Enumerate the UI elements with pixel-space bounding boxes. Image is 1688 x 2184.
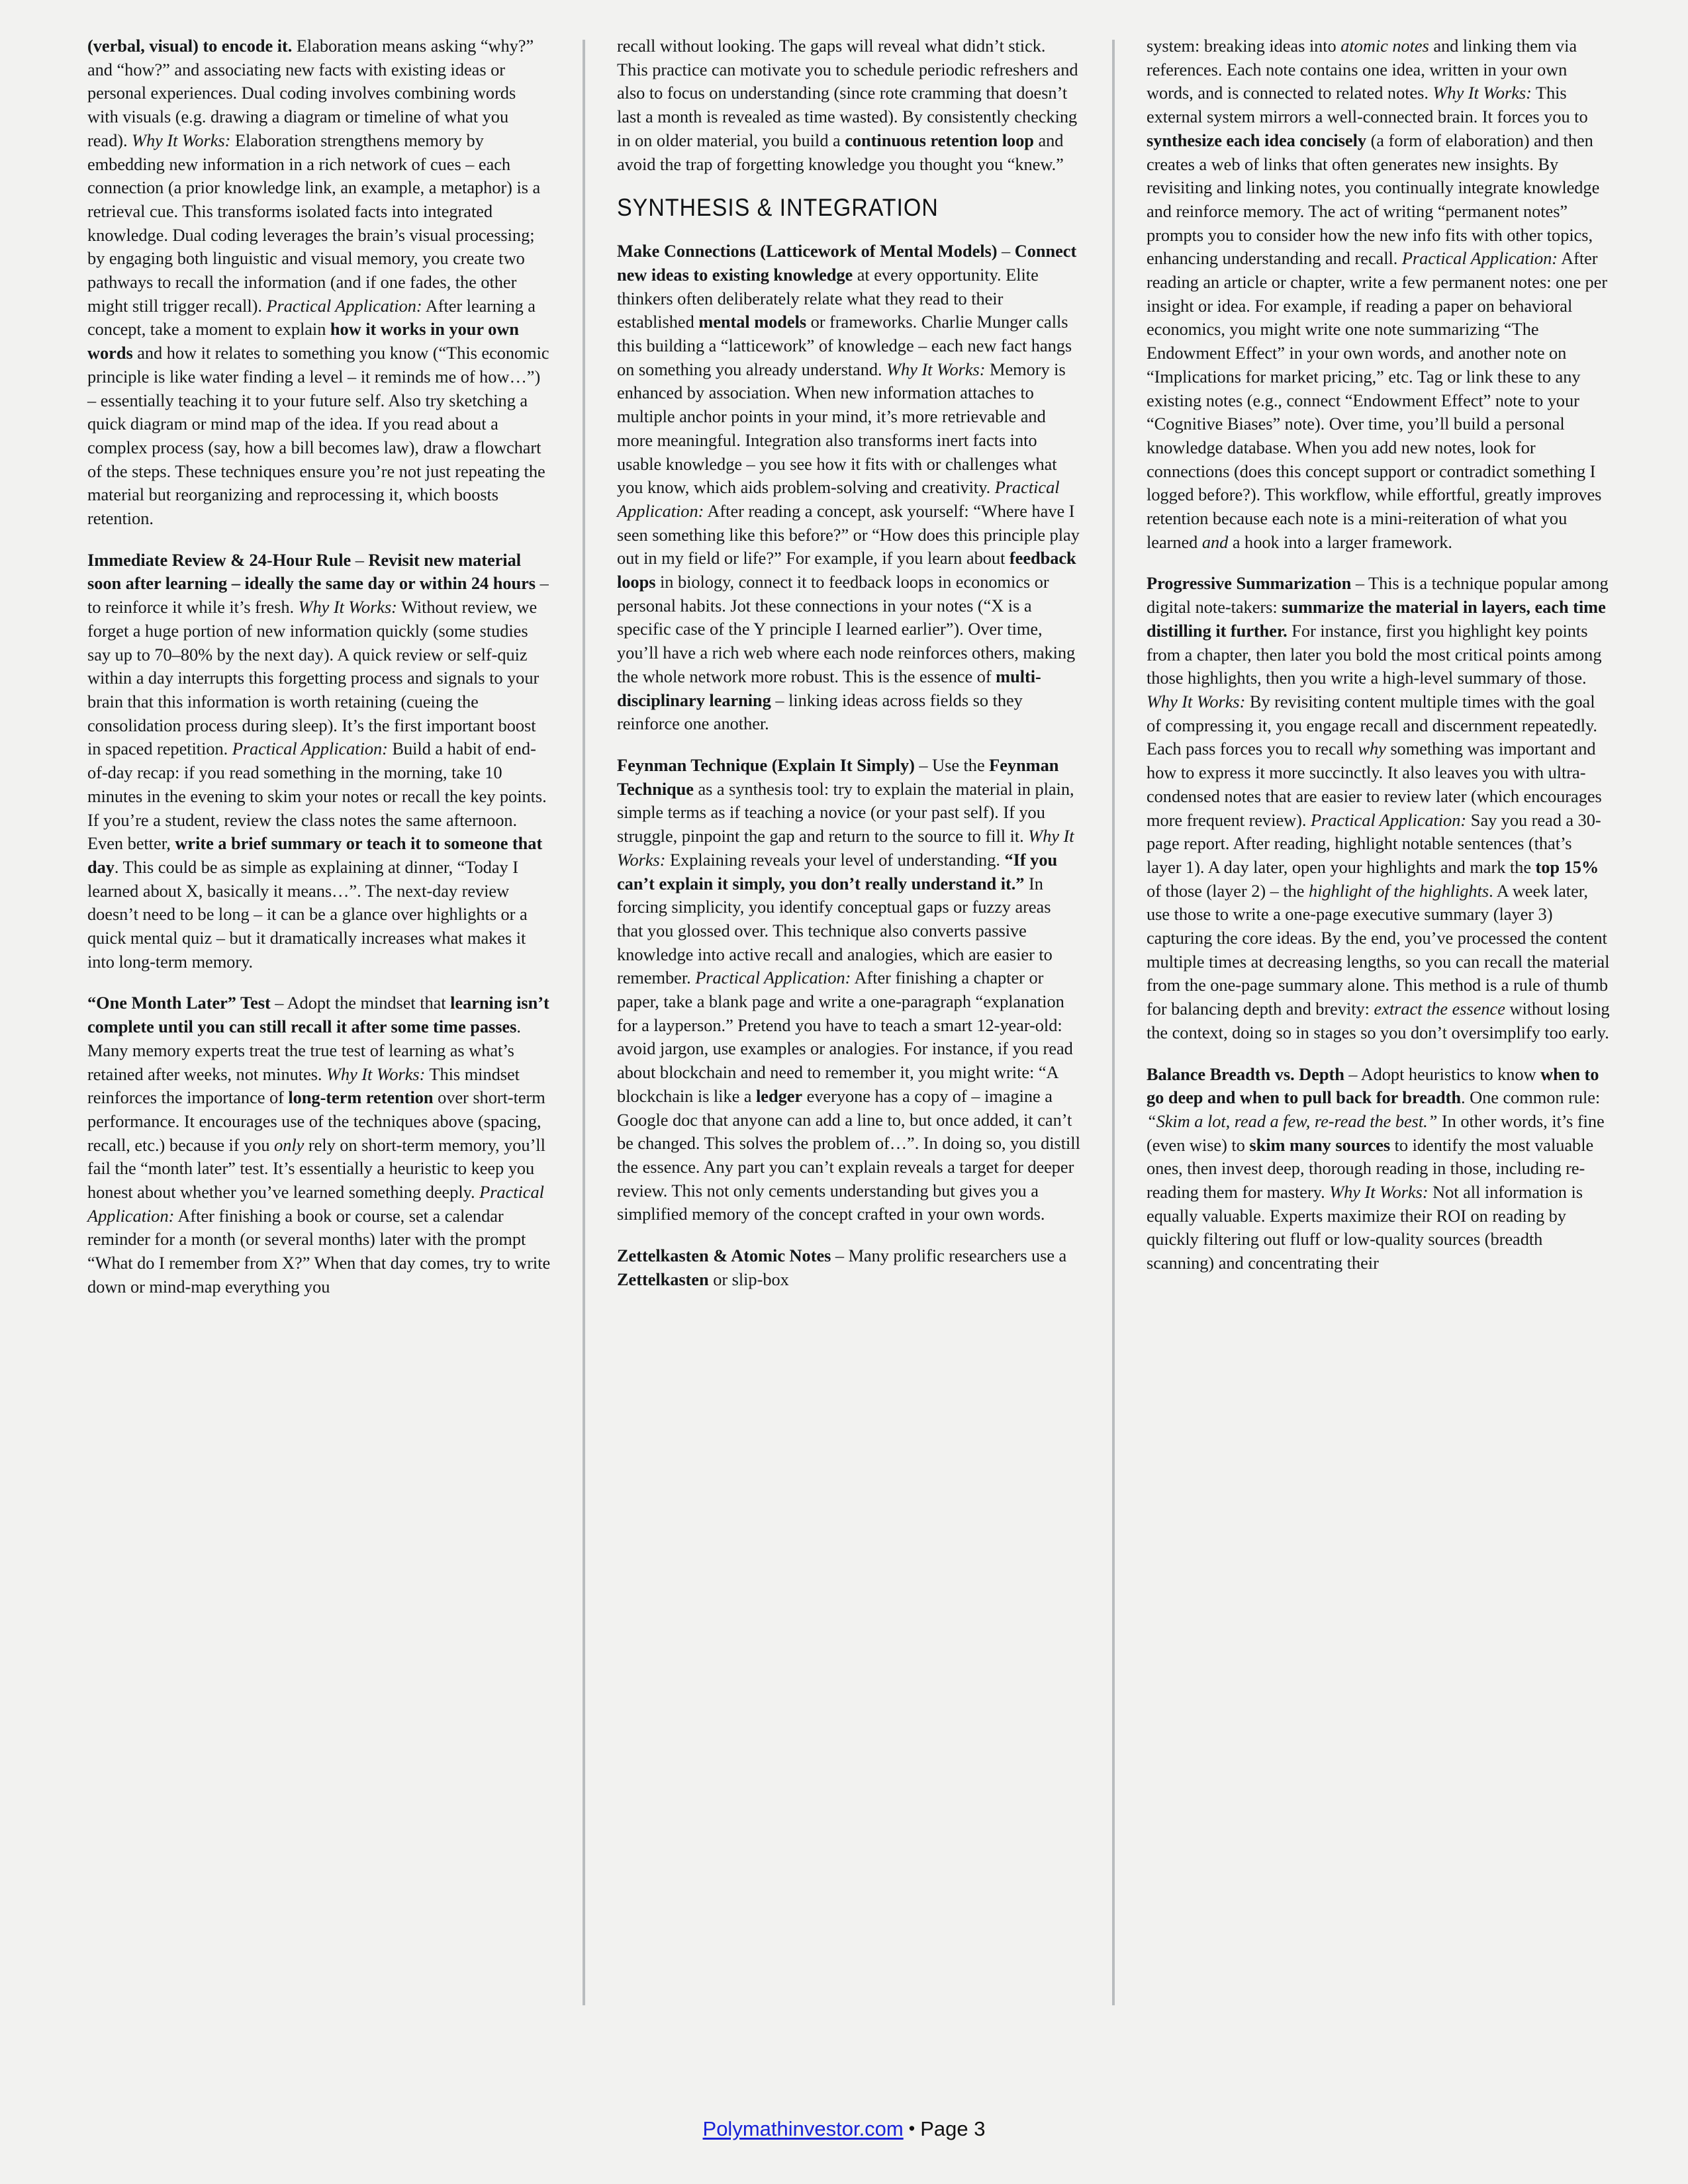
text-run-bold: “One Month Later” Test xyxy=(87,993,271,1013)
text-run-italic: Practical Application: xyxy=(232,739,388,759)
text-run-normal: – Adopt the mindset that xyxy=(270,993,451,1013)
text-run-italic: Why It Works: xyxy=(298,597,397,617)
text-run-normal: Not all information is equally valuable. Experts maximize their ROI on reading by quickly filtering out fluff or low-quality sources (breadth scanning) and concentrating their xyxy=(1147,1182,1583,1273)
footer-separator-bullet: • xyxy=(908,2118,915,2138)
text-run-normal: – Many prolific researchers use a xyxy=(831,1246,1067,1266)
text-run-bold: long-term retention xyxy=(288,1087,434,1108)
text-run-bold: Make Connections (Latticework of Mental Models) xyxy=(617,241,998,261)
text-run-normal: over short-term performance. It encourages use of the techniques above (spacing, recall, etc.) because if you xyxy=(87,1087,545,1155)
text-run-bold: top 15% xyxy=(1535,856,1599,877)
text-run-bold: when to go deep and when to pull back for breadth xyxy=(1147,1064,1599,1108)
text-run-bold: Progressive Summarization xyxy=(1147,573,1352,594)
para-make-connections xyxy=(617,240,1080,736)
text-run-bold: Feynman Technique (Explain It Simply) xyxy=(617,754,915,775)
text-run-normal: (a form of elaboration) and then creates a web of links that often generates new insights. By revisiting and linking notes, you continually integrate knowledge and reinforce memory. The act of writing “permanent notes” prompts you to consider how the new info fits with other topics, enhancing understanding and recall. xyxy=(1147,130,1600,269)
text-run-bold: continuous retention loop xyxy=(845,130,1034,150)
text-run-normal: at every opportunity. Elite thinkers often deliberately relate what they read to their established xyxy=(617,264,1039,332)
text-run-normal: Explaining reveals your level of understanding. xyxy=(665,849,1005,870)
text-run-normal: or slip-box xyxy=(708,1269,789,1289)
text-run-italic: Why It Works: xyxy=(132,130,231,150)
para-progressive-summarization xyxy=(1147,572,1610,1044)
text-run-normal: – linking ideas across fields so they reinforce one another. xyxy=(617,690,1023,734)
text-run-italic: Why It Works: xyxy=(326,1064,426,1084)
text-run-bold: Zettelkasten & Atomic Notes xyxy=(617,1246,831,1266)
text-run-italic: Why It Works: xyxy=(1147,691,1246,711)
para-recall-gaps xyxy=(617,34,1080,176)
text-run-italic: and xyxy=(1201,531,1229,552)
footer-page-number: Page 3 xyxy=(920,2117,986,2140)
text-run-normal: Build a habit of end-of-day recap: if you read something in the morning, take 10 minutes in the evening to skim your notes or recall the key points. If you’re a student, review the class notes the same afternoon. Even better, xyxy=(87,739,547,854)
footer-site-link[interactable]: Polymathinvestor.com xyxy=(702,2117,904,2140)
text-run-normal: After finishing a chapter or paper, take a blank page and write a one-paragraph “explanation for a layperson.” Pretend you have to teach a smart 12-year-old: avoid jargon, use examples or analogies. For instance, if you read about blockchain and need to remember it, you might write: “A blockchain is like a xyxy=(617,968,1073,1106)
text-run-normal: . This could be as simple as explaining at dinner, “Today I learned about X, basically it means…”. The next-day review doesn’t need to be long – it can be a glance over highlights or a quick mental quiz – but it dramatically increases what makes it into long-term memory. xyxy=(87,856,528,972)
para-zettelkasten-cont xyxy=(1147,34,1610,554)
text-run-normal: After finishing a book or course, set a calendar reminder for a month (or several months) later with the prompt “What do I remember from X?” When that day comes, try to write down or mind-map everything you xyxy=(87,1205,551,1297)
text-run-italic: atomic notes xyxy=(1340,36,1429,56)
text-column-1 xyxy=(87,34,551,2060)
text-run-normal: . Many memory experts treat the true test of learning as what’s retained after weeks, not minutes. xyxy=(87,1017,521,1084)
text-run-normal: In forcing simplicity, you identify conceptual gaps or fuzzy areas that you glossed over. This technique also converts passive knowledge into active recall and analogies, which are easier to remember. xyxy=(617,873,1053,988)
text-run-bold: Immediate Review & 24-Hour Rule xyxy=(87,549,352,570)
text-run-normal: and avoid the trap of forgetting knowledge you thought you “knew.” xyxy=(617,130,1064,174)
text-column-3 xyxy=(1147,34,1610,2060)
text-run-bold: write a brief summary or teach it to someone that day xyxy=(87,833,543,877)
text-run-bold: synthesize each idea concisely xyxy=(1147,130,1367,150)
text-run-normal: system: breaking ideas into xyxy=(1147,36,1341,56)
text-run-bold: how it works in your own words xyxy=(87,319,519,363)
para-immediate-review xyxy=(87,549,551,974)
page-footer xyxy=(0,2116,1688,2142)
text-run-normal: After reading a concept, ask yourself: “Where have I seen something like this before?” or “How does this principle play out in my field or life?” For example, if you learn about xyxy=(617,500,1080,569)
text-run-normal: in biology, connect it to feedback loops in economics or personal habits. Jot these connections in your notes (“X is a specific case of the Y principle I learned earlier”). Over time, you’ll have a rich web where each node reinforces others, making the whole network more robust. This is the essence of xyxy=(617,572,1076,686)
text-run-italic: Why It Works: xyxy=(1432,83,1532,103)
text-run-normal: as a synthesis tool: try to explain the material in plain, simple terms as if teaching a novice (or your past self). If you struggle, pinpoint the gap and return to the source to fill it. xyxy=(617,778,1074,846)
text-run-normal: and linking them via references. Each note contains one idea, written in your own words, and is connected to related notes. xyxy=(1147,36,1577,103)
text-run-bold: “If you can’t explain it simply, you don’t really understand it.” xyxy=(617,849,1058,893)
text-run-normal: a hook into a larger framework. xyxy=(1228,531,1452,552)
text-run-normal: and how it relates to something you know (“This economic principle is like water finding a level – it reminds me of how…”) – essentially teaching it to your future self. Also try sketching a quick diagram or mind map of the idea. If you read about a complex process (say, how a bill becomes law), draw a flowchart of the steps. These techniques ensure you’re not just repeating the material but reorganizing and reprocessing it, which boosts retention. xyxy=(87,343,549,529)
text-run-normal: . One common rule: xyxy=(1461,1087,1601,1108)
text-run-normal: Say you read a 30-page report. After reading, highlight notable sentences (that’s layer 1). A day later, open your highlights and mark the xyxy=(1147,809,1601,877)
text-run-italic: Why It Works: xyxy=(886,359,986,379)
text-run-normal: to identify the most valuable ones, then invest deep, thorough reading in those, including re-reading them for mastery. xyxy=(1147,1134,1594,1203)
text-run-normal: – xyxy=(351,549,369,570)
text-run-normal: or frameworks. Charlie Munger calls this building a “latticework” of knowledge – each new fact hangs on something you already understand. xyxy=(617,312,1072,379)
text-run-bold: feedback loops xyxy=(617,548,1076,592)
text-run-normal: . A week later, use those to write a one-page executive summary (layer 3) capturing the core ideas. By the end, you’ve processed the content multiple times at decreasing lengths, so you can recall the material from the one-page summary alone. This method is a rule of thumb for balancing depth and brevity: xyxy=(1147,880,1610,1019)
text-run-normal: without losing the context, doing so in stages so you don’t oversimplify too early. xyxy=(1147,999,1610,1042)
text-run-normal: Elaboration strengthens memory by embedding new information in a rich network of cues – each connection (a prior knowledge link, an example, a metaphor) is a retrieval cue. This transforms isolated facts into integrated knowledge. Dual coding leverages the brain’s visual processing; by engaging both linguistic and visual memory, you create two pathways to recall the information (and if one fades, the other might still trigger recall). xyxy=(87,130,541,316)
text-run-normal: Without review, we forget a huge portion of new information quickly (some studies say up to 70–80% by the next day). A quick review or self-quiz within a day interrupts this forgetting process and signals to your brain that this information is worth retaining (cueing the consolidation process during sleep). It’s the first important boost in spaced repetition. xyxy=(87,597,539,759)
para-one-month-later xyxy=(87,991,551,1298)
text-run-normal: recall without looking. The gaps will reveal what didn’t stick. This practice can motivate you to schedule periodic refreshers and also to focus on understanding (since rote cramming that doesn’t last a month is revealed as time wasted). By consistently checking in on older material, you build a xyxy=(617,36,1078,150)
text-run-bold: ledger xyxy=(756,1085,803,1106)
text-run-normal: – xyxy=(997,241,1015,261)
text-run-bold: multi-disciplinary learning xyxy=(617,666,1041,710)
text-run-bold: Connect new ideas to existing knowledge xyxy=(617,241,1077,285)
text-run-normal: After reading an article or chapter, write a few permanent notes: one per insight or idea. For example, if reading a paper on behavioral economics, you might write one note summarizing “The Endowment Effect” in your own words, and another note on “Implications for market pricing,” etc. Tag or link these to any existing notes (e.g., connect “Endowment Effect” note to your “Cognitive Biases” note). Over time, you’ll build a personal knowledge database. When you add new notes, look for connections (does this concept support or contradict something I logged before?). This workflow, while effortful, greatly improves retention because each note is a mini-reiteration of what you learned xyxy=(1147,248,1608,552)
text-run-normal: – to reinforce it while it’s fresh. xyxy=(87,573,549,617)
text-run-italic: extract the essence xyxy=(1374,999,1505,1019)
text-run-normal: In other words, it’s fine (even wise) to xyxy=(1147,1111,1605,1155)
para-dual-coding xyxy=(87,34,551,531)
text-run-normal: – Use the xyxy=(914,754,990,775)
text-run-normal: something was important and how to express it more succinctly. It also leaves you with ultra-condensed notes that are easier to review later (which encourages more frequent review). xyxy=(1147,739,1602,830)
text-run-normal: After learning a concept, take a moment to explain xyxy=(87,295,536,340)
text-run-normal: This external system mirrors a well-connected brain. It forces you to xyxy=(1147,83,1588,127)
text-run-italic: only xyxy=(274,1134,305,1155)
text-run-normal: of those (layer 2) – the xyxy=(1147,880,1309,901)
three-column-layout xyxy=(87,34,1610,2060)
text-run-italic: Why It Works: xyxy=(1329,1182,1429,1203)
text-run-italic: Why It Works: xyxy=(617,826,1074,870)
text-run-normal: For instance, first you highlight key points from a chapter, then later you bold the most critical points among those highlights, then you write a high-level summary of those. xyxy=(1147,620,1602,688)
text-run-bold: mental models xyxy=(698,312,807,332)
text-run-normal: This mindset reinforces the importance of xyxy=(87,1064,520,1108)
text-run-normal: rely on short-term memory, you’ll fail the “month later” test. It’s essentially a heuristic to keep you honest about whether you’ve learned something deeply. xyxy=(87,1134,545,1203)
text-run-bold: skim many sources xyxy=(1249,1134,1391,1155)
text-run-normal: everyone has a copy of – imagine a Google doc that anyone can add a line to, but once added, it can’t be changed. This solves the problem of…”. In doing so, you distill the essence. Any part you can’t explain reveals a target for deeper review. This not only cements understanding but gives you a simplified memory of the concept crafted in your own words. xyxy=(617,1085,1080,1224)
text-run-italic: Practical Application: xyxy=(266,295,422,316)
text-run-italic: Practical Application: xyxy=(1401,248,1558,269)
text-run-normal: Elaboration means asking “why?” and “how?” and associating new facts with existing ideas or personal experiences. Dual coding involves combining words with visuals (e.g. drawing a diagram or timeline of what you read). xyxy=(87,36,534,150)
text-run-bold: learning isn’t complete until you can still recall it after some time passes xyxy=(87,993,549,1037)
text-run-bold: Feynman Technique xyxy=(617,754,1059,799)
text-run-normal: Memory is enhanced by association. When new information attaches to multiple anchor points in your mind, it’s more retrievable and more meaningful. Integration also transforms inert facts into usable knowledge – you see how it fits with or challenges what you know, which aids problem-solving and creativity. xyxy=(617,359,1066,498)
text-run-italic: Practical Application: xyxy=(695,968,851,988)
text-run-bold: summarize the material in layers, each time distilling it further. xyxy=(1147,597,1606,641)
text-column-2 xyxy=(617,34,1080,2060)
para-zettelkasten-intro xyxy=(617,1244,1080,1291)
text-run-italic: highlight of the highlights xyxy=(1308,880,1489,901)
text-run-italic: why xyxy=(1358,739,1386,759)
text-run-bold: Revisit new material soon after learning – ideally the same day or within 24 hours xyxy=(87,549,536,594)
text-run-bold: Balance Breadth vs. Depth xyxy=(1147,1064,1344,1084)
text-run-italic: Practical Application: xyxy=(617,477,1060,521)
text-run-bold: (verbal, visual) to encode it. xyxy=(87,36,293,56)
column-divider-1 xyxy=(551,34,617,2060)
heading-synthesis-integration: SYNTHESIS & INTEGRATION xyxy=(617,194,939,222)
text-run-italic: Practical Application: xyxy=(87,1182,544,1226)
para-balance-breadth-depth xyxy=(1147,1063,1610,1275)
text-run-normal: – This is a technique popular among digital note-takers: xyxy=(1147,573,1609,617)
text-run-italic: Practical Application: xyxy=(1310,809,1467,830)
text-run-italic: “Skim a lot, read a few, re-read the best.” xyxy=(1147,1111,1438,1131)
column-divider-2 xyxy=(1080,34,1147,2060)
text-run-bold: Zettelkasten xyxy=(617,1269,709,1289)
para-feynman-technique xyxy=(617,754,1080,1226)
text-run-normal: By revisiting content multiple times with the goal of compressing it, you engage recall and discernment repeatedly. Each pass forces you to recall xyxy=(1147,691,1597,759)
text-run-normal: – Adopt heuristics to know xyxy=(1344,1064,1541,1084)
